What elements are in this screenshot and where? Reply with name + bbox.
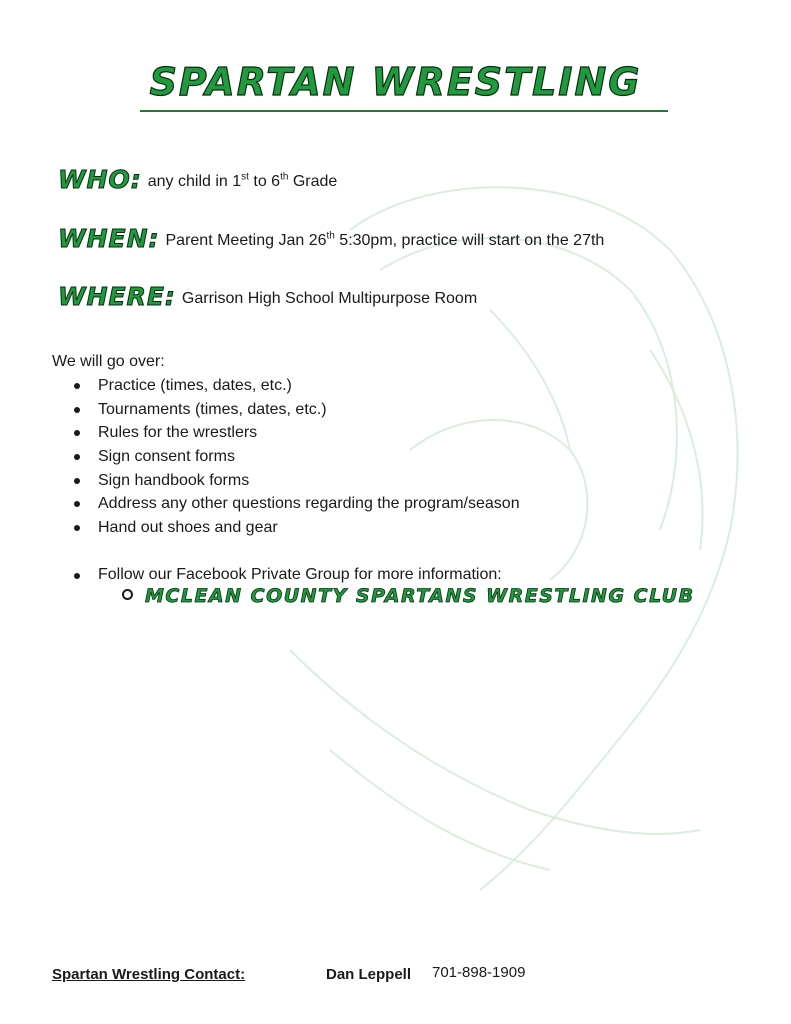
bullet-icon xyxy=(74,501,80,507)
bullet-icon xyxy=(74,407,80,413)
follow-text: Follow our Facebook Private Group for more information: xyxy=(98,566,502,583)
contact-phone: 701-898-1909 xyxy=(432,964,526,981)
list-item xyxy=(74,447,520,471)
when-label: WHEN: xyxy=(58,224,160,253)
where-text: Garrison High School Multipurpose Room xyxy=(181,290,478,307)
list-item-text: Practice (times, dates, etc.) xyxy=(98,377,292,394)
list-item xyxy=(74,471,520,495)
where-line xyxy=(58,282,477,311)
when-text-post: 5:30pm, practice will start on the 27th xyxy=(334,232,605,249)
when-line xyxy=(58,224,604,253)
list-item-text: Sign consent forms xyxy=(98,448,235,466)
where-label: WHERE: xyxy=(58,282,176,311)
who-line xyxy=(58,165,337,194)
agenda-list xyxy=(74,376,520,542)
bullet-icon xyxy=(74,430,80,436)
page-title: SPARTAN WRESTLING xyxy=(149,60,642,104)
list-item-text: Tournaments (times, dates, etc.) xyxy=(98,400,327,418)
contact-name: Dan Leppell xyxy=(326,966,412,983)
club-name: MCLEAN COUNTY SPARTANS WRESTLING CLUB xyxy=(145,585,695,607)
who-sup-2: th xyxy=(280,171,289,183)
intro-text: We will go over: xyxy=(52,353,165,370)
list-item-text: Address any other questions regarding the program/season xyxy=(98,495,520,513)
bullet-icon xyxy=(74,573,80,579)
list-item xyxy=(74,518,520,542)
when-text-pre: Parent Meeting Jan 26 xyxy=(165,232,327,249)
bullet-icon xyxy=(74,525,80,531)
who-label: WHO: xyxy=(58,165,142,194)
who-text-mid: to 6 xyxy=(248,173,281,190)
circle-bullet-icon xyxy=(122,589,133,600)
list-item-text: Hand out shoes and gear xyxy=(98,519,278,537)
bullet-icon xyxy=(74,383,80,389)
who-text-post: Grade xyxy=(288,173,338,190)
list-item-text: Rules for the wrestlers xyxy=(98,424,258,442)
who-sup-1: st xyxy=(241,171,249,183)
list-item xyxy=(74,400,520,424)
club-subitem xyxy=(122,585,695,607)
bullet-icon xyxy=(74,478,80,484)
list-item xyxy=(74,494,520,518)
follow-item xyxy=(74,566,502,584)
list-item xyxy=(74,376,520,400)
list-item xyxy=(74,423,520,447)
who-text-pre: any child in 1 xyxy=(147,173,242,190)
list-item-text: Sign handbook forms xyxy=(98,471,250,489)
contact-label: Spartan Wrestling Contact: xyxy=(52,966,246,983)
bullet-icon xyxy=(74,454,80,460)
title-underline xyxy=(140,110,668,112)
when-sup: th xyxy=(326,230,335,242)
